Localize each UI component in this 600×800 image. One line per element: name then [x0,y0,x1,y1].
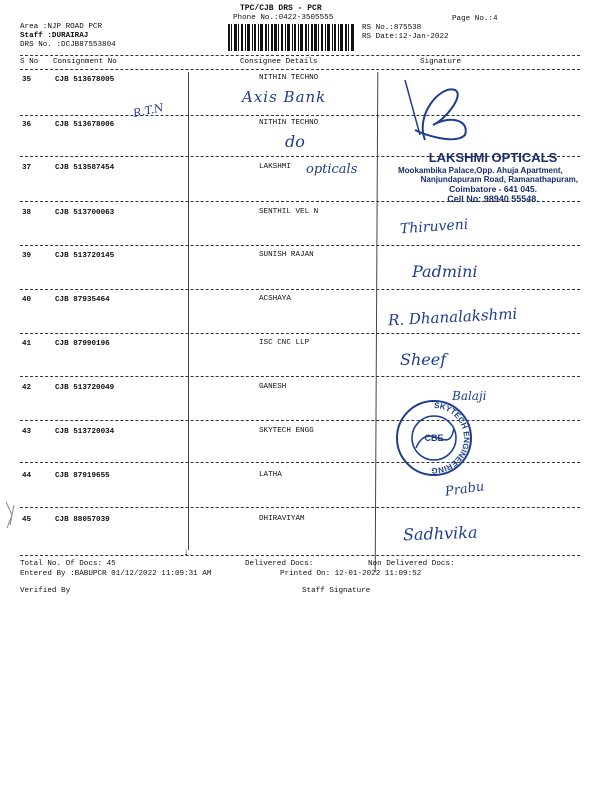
total-docs: Total No. Of Docs: 45 [20,560,116,568]
row-consignee: SKYTECH ENGG [259,427,314,435]
row-consignee: ISC CNC LLP [259,339,310,347]
row-consignment: CJB 513678005 [55,76,115,84]
stamp-address-line: Nanjundapuram Road, Ramanathapuram, [420,175,578,184]
page-number: Page No.:4 [452,15,498,23]
row-consignment: CJB 513720034 [55,428,115,436]
row-sno: 44 [22,472,32,480]
rs-date: RS Date:12-Jan-2022 [362,33,449,41]
staff-label: Staff :DURAIRAJ [20,32,89,40]
row-sno: 41 [22,340,32,348]
margin-note: R.T.N [131,100,165,121]
edge-mark [2,500,20,530]
column-signature: Signature [420,58,462,66]
stamp-address-line: Coimbatore - 641 045. [449,184,537,194]
row-handwritten-note: Prabu [444,479,486,500]
row-divider [20,462,580,463]
row-sno: 39 [22,252,32,260]
stamp-phone: Cell No: 98940 55548. [447,194,539,204]
row-consignee: LATHA [259,471,282,479]
drs-number: DRS No. :DCJB87553804 [20,41,116,49]
row-consignee: SUNISH RAJAN [259,251,314,259]
non-delivered-docs: Non Delivered Docs: [368,560,455,568]
row-divider [20,507,580,508]
column-consignee: Consignee Details [240,58,318,66]
lakshmi-opticals-stamp [398,150,588,204]
row-consignment: CJB 513720145 [55,252,115,260]
rs-number: RS No.:875538 [362,24,422,32]
row-divider [20,115,580,116]
row-consignee: GANESH [259,383,287,391]
row-sno: 43 [22,428,32,436]
row-sno: 36 [22,121,32,129]
row-divider [20,333,580,334]
staff-signature: Staff Signature [302,587,371,595]
stamp-business-name: LAKSHMI OPTICALS [428,150,558,165]
row-sno: 35 [22,76,32,84]
arrow-down-icon: ↓ [183,548,190,559]
skytech-round-stamp [394,398,474,478]
row-consignee: NITHIN TECHNO [259,74,319,82]
phone-number: Phone No.:0422-3505555 [233,14,334,22]
area-label: Area :NJP ROAD PCR [20,23,103,31]
row-handwritten-note: Sheef [400,350,447,369]
header-divider-top [20,55,580,56]
row-divider [20,289,580,290]
row-consignment: CJB 88057039 [55,516,110,524]
signature-scribble [395,75,485,150]
row-handwritten-note: do [285,132,305,151]
row-consignee: NITHIN TECHNO [259,119,319,127]
row-sno: 45 [22,516,32,524]
row-consignment: CJB 513700063 [55,209,115,217]
row-sno: 37 [22,164,32,172]
row-divider [20,376,580,377]
header-divider-bottom [20,69,580,70]
column-sno: S No [20,58,39,66]
column-consignment: Consignment No [53,58,117,66]
page-title: TPC/CJB DRS - PCR [240,4,322,13]
verified-by: Verified By [20,587,71,595]
row-handwritten-note: R. Dhanalakshmi [387,304,518,330]
row-consignment: CJB 513678006 [55,121,115,129]
row-consignee: LAKSHMI [259,163,291,171]
row-consignment: CJB 87919655 [55,472,110,480]
stamp-address-line: Mookambika Palace,Opp. Ahuja Apartment, [398,166,563,175]
row-consignment: CJB 87935464 [55,296,110,304]
row-sno: 40 [22,296,32,304]
row-divider [20,245,580,246]
row-sno: 38 [22,209,32,217]
row-divider [20,555,580,556]
row-handwritten-note: opticals [306,162,358,177]
column-line-left [188,72,189,550]
row-handwritten-note: Sadhvika [402,522,478,545]
row-sno: 42 [22,384,32,392]
column-line-right [375,72,379,572]
row-consignment: CJB 513720049 [55,384,115,392]
row-divider [20,420,580,421]
printed-on: Printed On: 12-01-2022 11:09:52 [280,570,422,578]
row-handwritten-note: Padmini [412,262,478,281]
row-consignee: ACSHAYA [259,295,291,303]
row-consignment: CJB 87990196 [55,340,110,348]
entered-by: Entered By :BABUPCR 01/12/2022 11:09:31 AM [20,570,212,578]
barcode-icon [228,24,354,51]
stamp-center-text: CBE [424,433,444,443]
stamp-ring-text: SKYTECH ENGINEERING [431,400,472,476]
row-handwritten-note: Balaji [452,389,487,403]
row-consignee: DHIRAVIYAM [259,515,305,523]
row-handwritten-note: Axis Bank [242,88,327,106]
row-consignee: SENTHIL VEL N [259,208,319,216]
row-handwritten-note: Thiruveni [399,216,469,238]
row-consignment: CJB 513587454 [55,164,115,172]
delivered-docs: Delivered Docs: [245,560,314,568]
